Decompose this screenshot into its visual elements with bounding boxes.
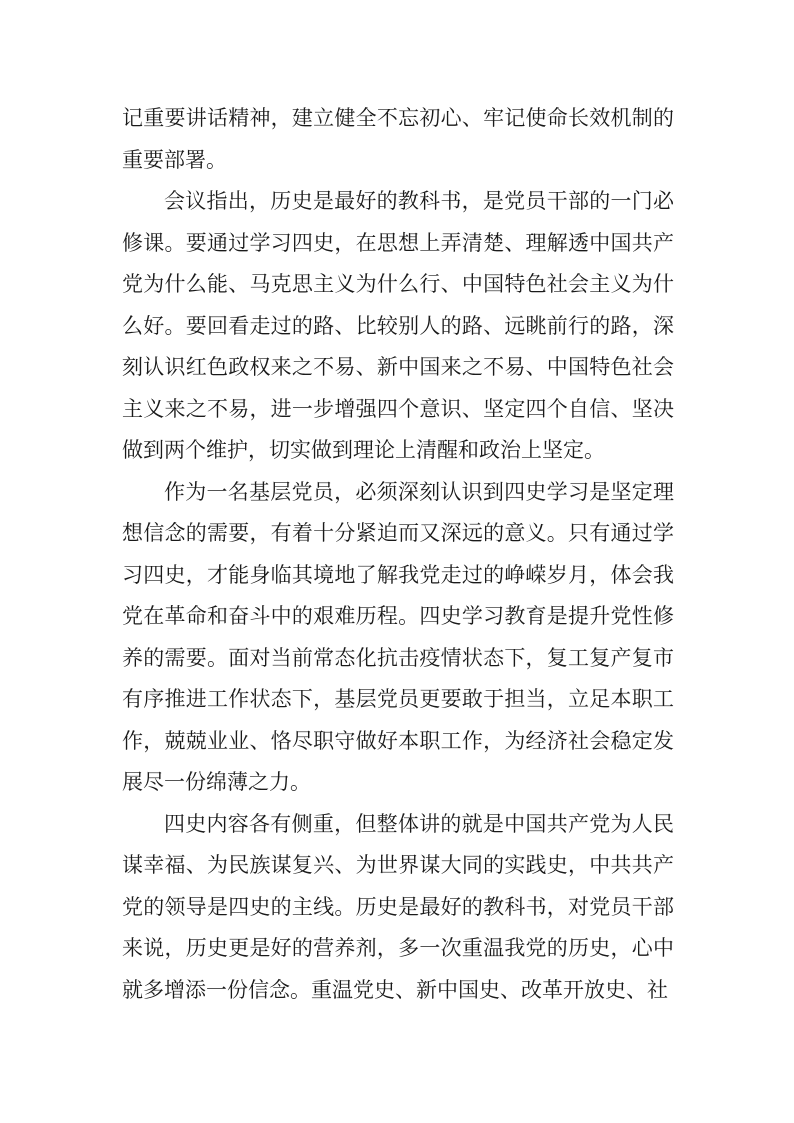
paragraph-continuation: 记重要讲话精神，建立健全不忘初心、牢记使命长效机制的重要部署。	[122, 106, 674, 172]
paragraph-grassroots-member: 作为一名基层党员，必须深刻认识到四史学习是坚定理想信念的需要，有着十分紧迫而又深远的意义。只有通过学习四史，才能身临其境地了解我党走过的峥嵘岁月，体会我党在革命和奋斗中的艰难历程。四史学习教育是提升党性修养的需要。面对当前常态化抗击疫情状态下，复工复产复市有序推进工作状态下，基层党员更要敢于担当，立足本职工作，兢兢业业、恪尽职守做好本职工作，为经济社会稳定发展尽一份绵薄之力。	[122, 479, 674, 794]
paragraph-meeting-history: 会议指出，历史是最好的教科书，是党员干部的一门必修课。要通过学习四史，在思想上弄清楚、理解透中国共产党为什么能、马克思主义为什么行、中国特色社会主义为什么好。要回看走过的路、比较别人的路、远眺前行的路，深刻认识红色政权来之不易、新中国来之不易、中国特色社会主义来之不易，进一步增强四个意识、坚定四个自信、坚决做到两个维护，切实做到理论上清醒和政治上坚定。	[122, 189, 674, 462]
document-body	[122, 98, 674, 1011]
paragraph-four-histories: 四史内容各有侧重，但整体讲的就是中国共产党为人民谋幸福、为民族谋复兴、为世界谋大同的实践史，中共共产党的领导是四史的主线。历史是最好的教科书，对党员干部来说，历史更是好的营养剂，多一次重温我党的历史，心中就多增添一份信念。重温党史、新中国史、改革开放史、社	[122, 811, 674, 1002]
